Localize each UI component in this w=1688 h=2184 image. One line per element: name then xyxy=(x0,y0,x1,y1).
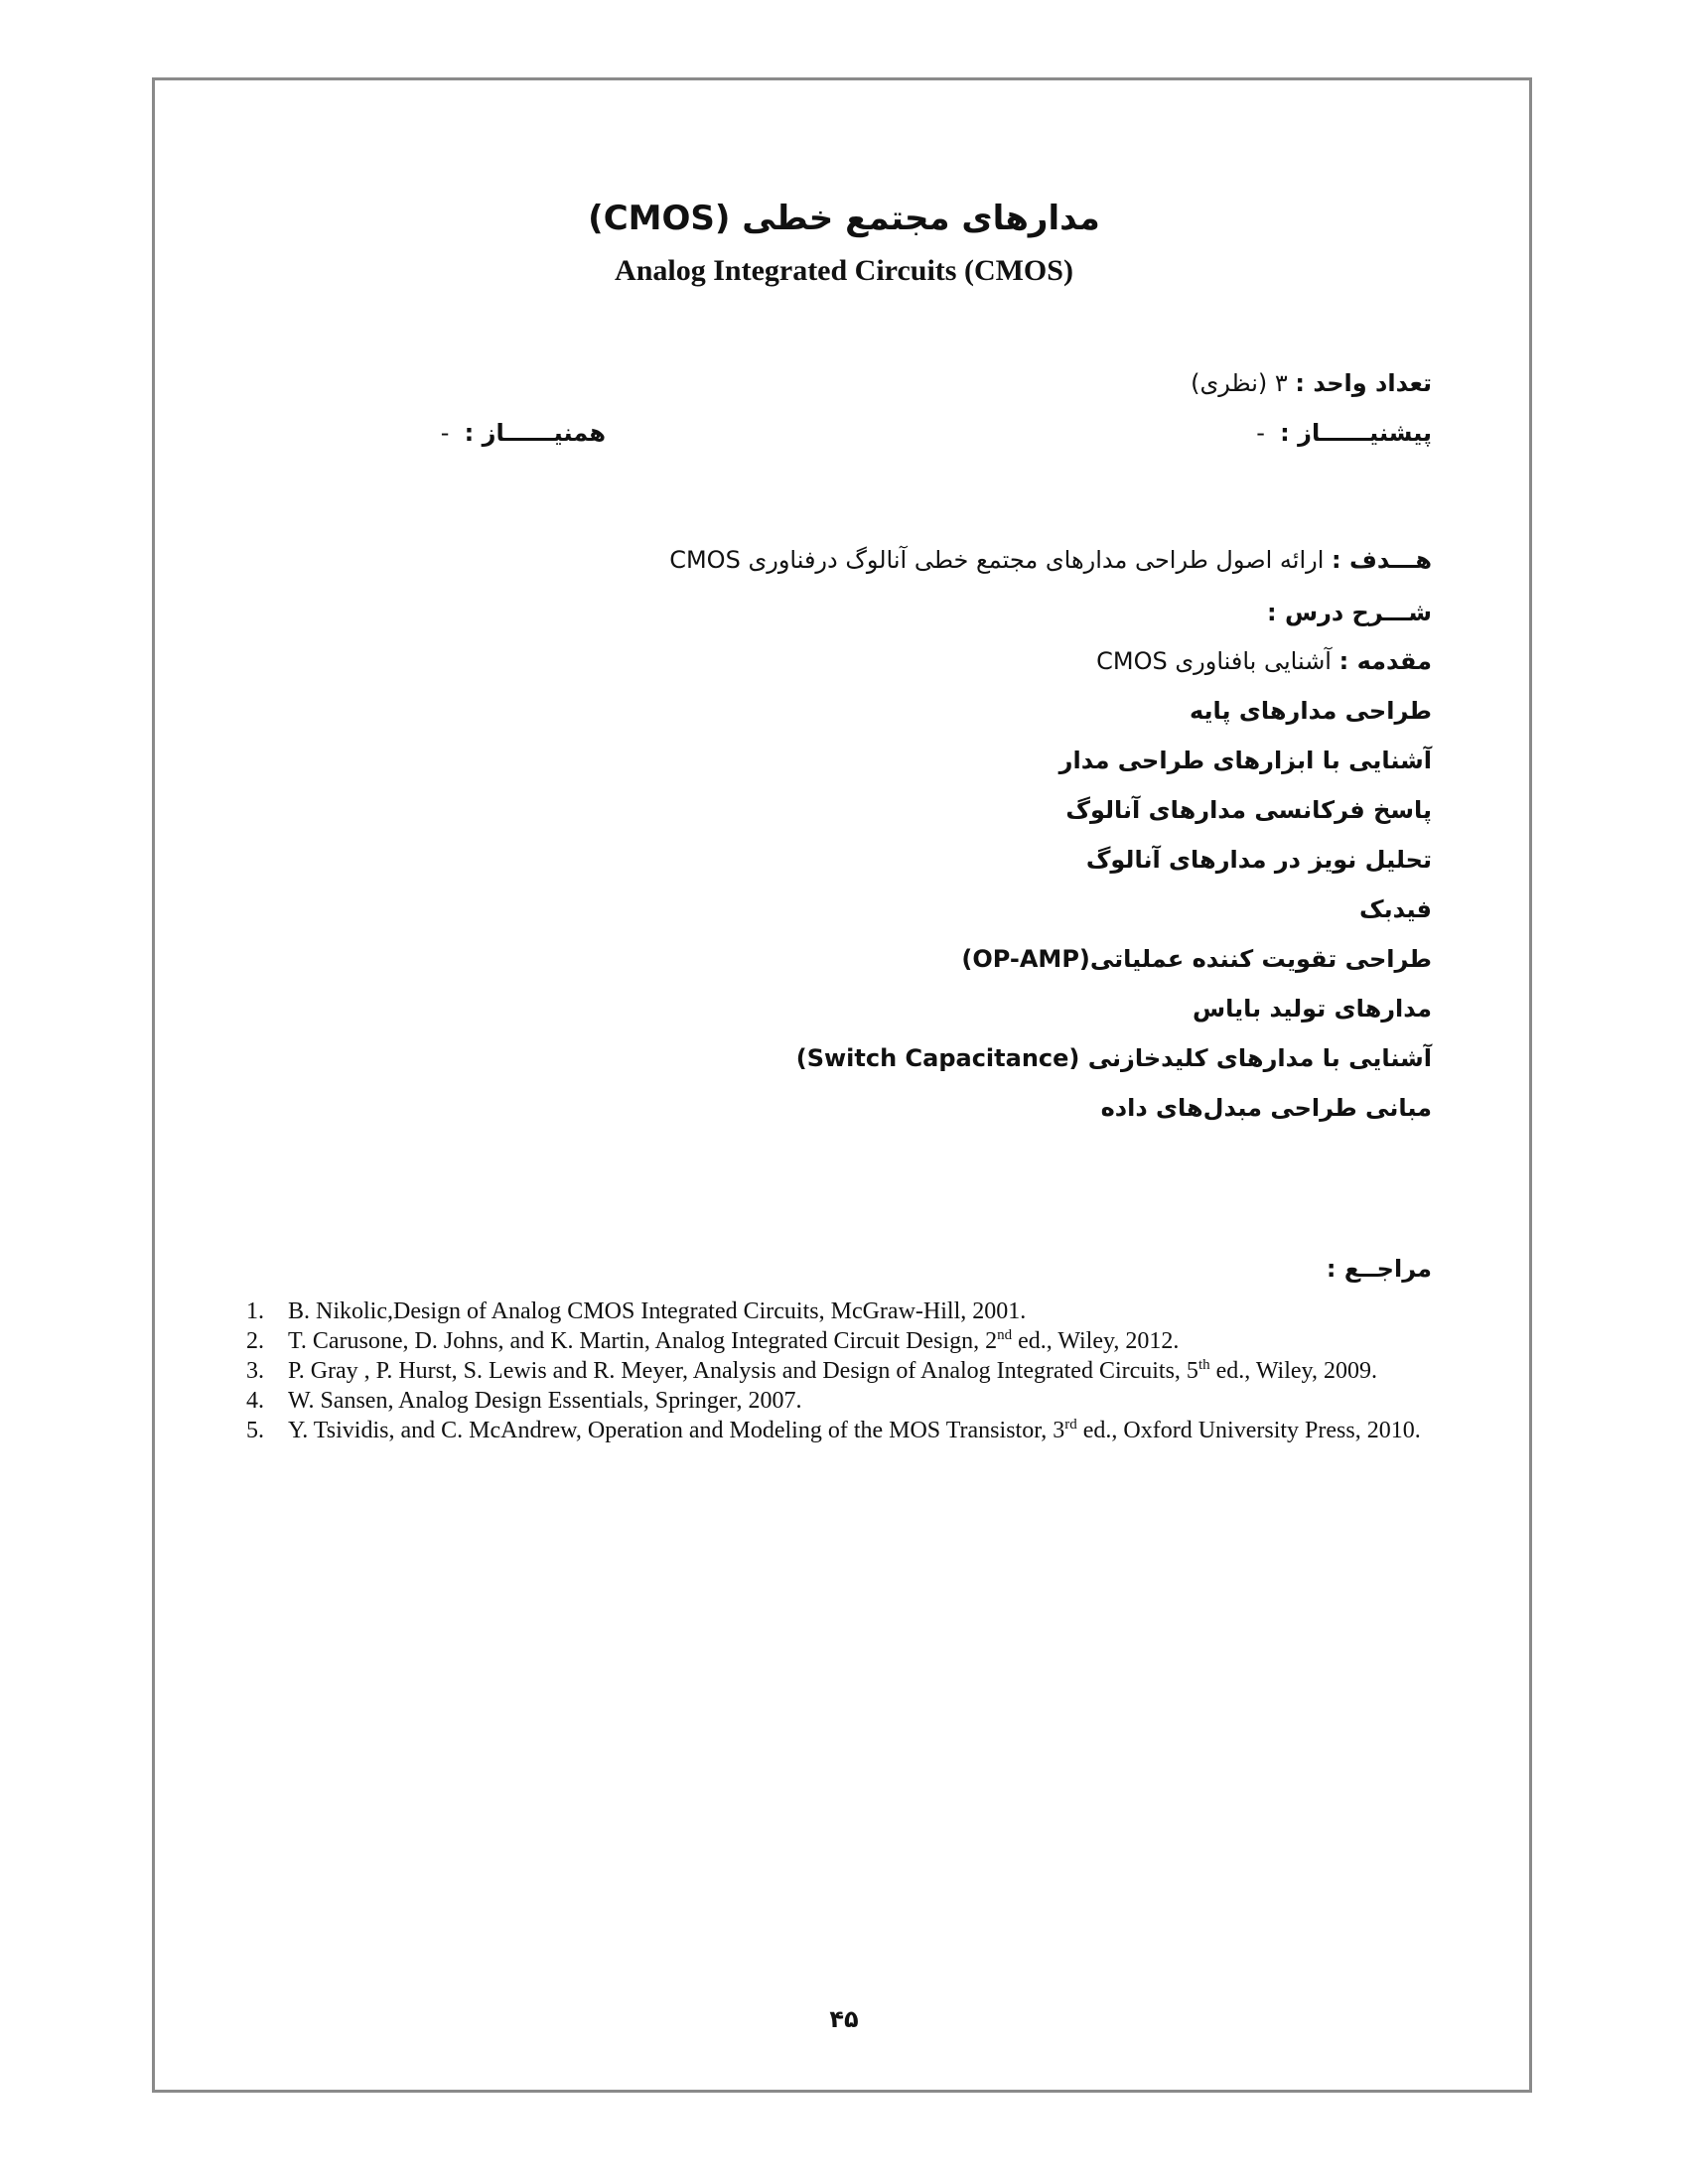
reference-item xyxy=(246,1326,1436,1356)
reference-text: T. Carusone, D. Johns, and K. Martin, Analog Integrated Circuit Design, 2 xyxy=(288,1328,998,1354)
topic-item: پاسخ فرکانسی مدارهای آنالوگ xyxy=(1065,796,1432,824)
reference-number: 3. xyxy=(246,1358,264,1384)
reference-superscript: th xyxy=(1197,1357,1210,1373)
reference-item xyxy=(246,1416,1436,1445)
reference-item xyxy=(246,1386,1436,1416)
reference-number: 1. xyxy=(246,1298,264,1324)
page-title-persian: مدارهای مجتمع خطی (CMOS) xyxy=(588,199,1100,238)
topic-item: مبانی طراحی مبدل‌های داده xyxy=(1100,1094,1432,1122)
corequisite-value: - xyxy=(440,419,450,447)
reference-number: 2. xyxy=(246,1328,264,1354)
reference-text: W. Sansen, Analog Design Essentials, Springer, 2007. xyxy=(288,1388,802,1414)
page-number: ۴۵ xyxy=(829,2005,859,2033)
reference-superscript: rd xyxy=(1064,1417,1077,1433)
topic-item: آشنایی با ابزارهای طراحی مدار xyxy=(1058,747,1432,774)
goal-line xyxy=(669,546,1432,574)
topic-item: طراحی مدارهای پایه xyxy=(1189,697,1432,725)
units-value: ۳ (نظری) xyxy=(1191,369,1288,397)
goal-label: هـــدف : xyxy=(1332,546,1432,574)
topic-item: تحلیل نویز در مدارهای آنالوگ xyxy=(1085,846,1432,874)
reference-text-end: ed., Wiley, 2012. xyxy=(1012,1328,1180,1354)
units-line xyxy=(1191,369,1432,397)
page-title-english: Analog Integrated Circuits (CMOS) xyxy=(615,254,1073,287)
intro-label: مقدمه : xyxy=(1338,647,1432,675)
reference-text-end: ed., Wiley, 2009. xyxy=(1209,1358,1377,1384)
reference-item xyxy=(246,1297,1436,1326)
reference-text: P. Gray , P. Hurst, S. Lewis and R. Meyer, Analysis and Design of Analog Integrated Circuits, 5 xyxy=(288,1358,1198,1384)
prerequisite-value: - xyxy=(1256,419,1265,447)
reference-text-end: ed., Oxford University Press, 2010. xyxy=(1076,1418,1421,1443)
topic-item: مدارهای تولید بایاس xyxy=(1192,995,1432,1023)
intro-line xyxy=(1096,647,1432,675)
course-description-label: شـــرح درس : xyxy=(1267,599,1432,626)
references-label: مراجــع : xyxy=(1326,1255,1432,1283)
topic-item: فیدبک xyxy=(1359,895,1432,923)
reference-number: 5. xyxy=(246,1418,264,1443)
reference-text: B. Nikolic,Design of Analog CMOS Integrated Circuits, McGraw-Hill, 2001. xyxy=(288,1298,1027,1324)
units-label: تعداد واحد : xyxy=(1295,369,1432,397)
references-list xyxy=(246,1297,1436,1445)
prerequisite-line xyxy=(1256,419,1432,447)
topic-item: طراحی تقویت کننده عملیاتی(OP-AMP) xyxy=(961,945,1432,973)
goal-text: ارائه اصول طراحی مدارهای مجتمع خطی آنالوگ درفناوری CMOS xyxy=(669,546,1325,574)
reference-number: 4. xyxy=(246,1388,264,1414)
reference-superscript: nd xyxy=(997,1327,1013,1343)
corequisite-label: همنیــــــاز : xyxy=(464,419,606,447)
topic-item: آشنایی با مدارهای کلیدخازنی (Switch Capacitance) xyxy=(795,1044,1432,1072)
reference-item xyxy=(246,1356,1436,1386)
reference-text: Y. Tsividis, and C. McAndrew, Operation and Modeling of the MOS Transistor, 3 xyxy=(288,1418,1065,1443)
prerequisite-label: پیشنیــــــاز : xyxy=(1280,419,1432,447)
intro-text: آشنایی بافناوری CMOS xyxy=(1096,647,1332,675)
corequisite-line xyxy=(441,419,606,447)
